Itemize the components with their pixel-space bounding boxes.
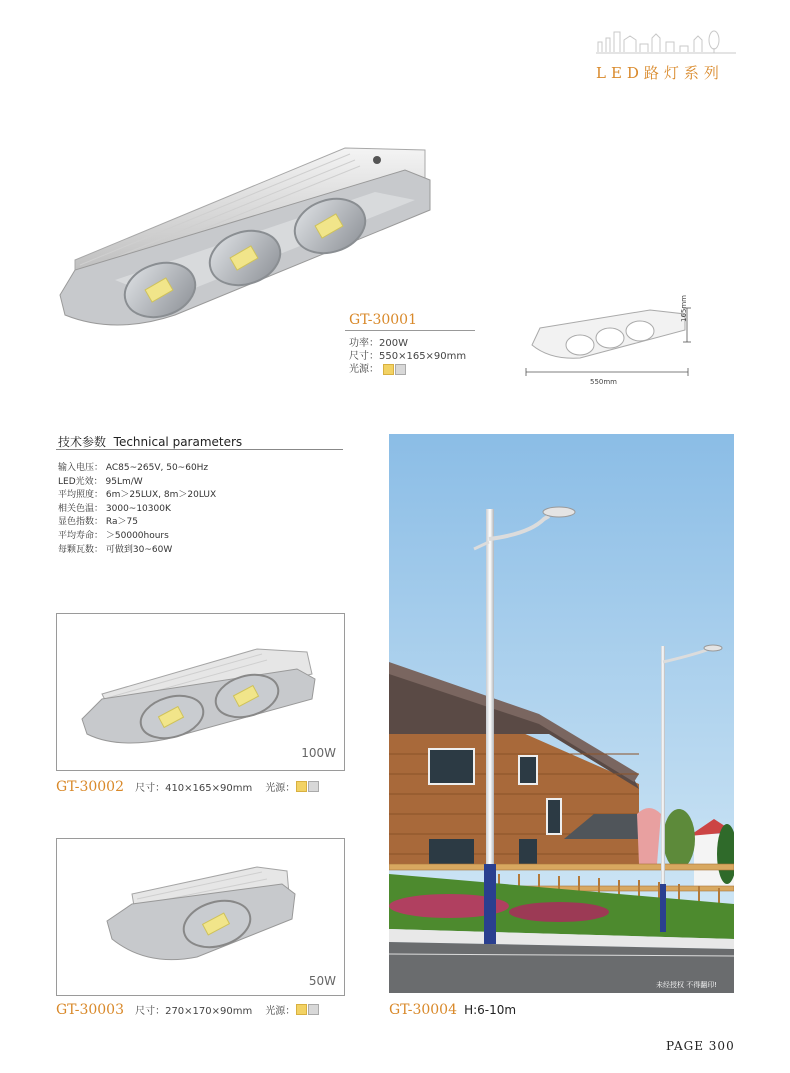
tech-row: 每颗瓦数： 可做到30~60W bbox=[58, 544, 173, 555]
lamp-50w-image bbox=[57, 839, 344, 995]
tech-divider bbox=[56, 449, 343, 450]
product-model: GT-30002 bbox=[56, 779, 124, 795]
tech-row: 显色指数： Ra＞75 bbox=[58, 517, 138, 528]
warm-light-swatch-icon bbox=[383, 364, 394, 375]
product-power: 50W bbox=[308, 974, 336, 988]
tech-heading: 技术参数 Technical parameters bbox=[58, 435, 243, 449]
product-model: GT-30003 bbox=[56, 1002, 124, 1018]
product-power: 100W bbox=[301, 746, 336, 760]
cool-light-swatch-icon bbox=[308, 781, 319, 792]
product-caption-gt30003: GT-30003 尺寸：270×170×90mm 光源： bbox=[56, 999, 319, 1018]
tech-row: 相关色温： 3000~10300K bbox=[58, 503, 171, 514]
dimension-width-label: 550mm bbox=[590, 378, 617, 386]
product-card-gt30003 bbox=[56, 838, 345, 996]
main-lamp-image bbox=[55, 140, 440, 340]
tech-row: 输入电压： AC85~265V, 50~60Hz bbox=[58, 463, 209, 473]
photo-height: H:6-10m bbox=[464, 1003, 517, 1017]
product-size: 410×165×90mm bbox=[165, 783, 253, 794]
cool-light-swatch-icon bbox=[395, 364, 406, 375]
skyline-logo-icon bbox=[596, 26, 736, 54]
cool-light-swatch-icon bbox=[308, 1004, 319, 1015]
page-number: PAGE 300 bbox=[666, 1039, 735, 1053]
product-caption-gt30002: GT-30002 尺寸：410×165×90mm 光源： bbox=[56, 776, 319, 795]
photo-caption bbox=[389, 999, 516, 1018]
tech-row: LED光效： 95Lm/W bbox=[58, 476, 143, 487]
warm-light-swatch-icon bbox=[296, 1004, 307, 1015]
photo-model: GT-30004 bbox=[389, 1002, 457, 1018]
product-size: 270×170×90mm bbox=[165, 1006, 253, 1017]
main-model: GT-30001 bbox=[349, 312, 417, 328]
series-title: LED路灯系列 bbox=[596, 64, 724, 82]
warm-light-swatch-icon bbox=[296, 781, 307, 792]
dimension-height-label: 165mm bbox=[680, 295, 688, 322]
installation-photo bbox=[389, 434, 734, 993]
tech-row: 平均寿命： ＞50000hours bbox=[58, 530, 169, 541]
watermark: 未经授权 不得翻印! bbox=[656, 981, 718, 989]
main-size-value: 550×165×90mm bbox=[379, 351, 467, 362]
tech-row: 平均照度： 6m＞25LUX, 8m＞20LUX bbox=[58, 490, 217, 501]
dimension-drawing bbox=[520, 300, 720, 390]
main-size-row: 尺寸：550×165×90mm bbox=[349, 351, 467, 362]
main-power-value: 200W bbox=[379, 338, 408, 349]
main-power-row: 功率：200W bbox=[349, 338, 408, 349]
main-light-row: 光源： bbox=[349, 360, 406, 375]
product-card-gt30002 bbox=[56, 613, 345, 771]
divider bbox=[345, 330, 475, 331]
tech-list bbox=[58, 462, 216, 557]
